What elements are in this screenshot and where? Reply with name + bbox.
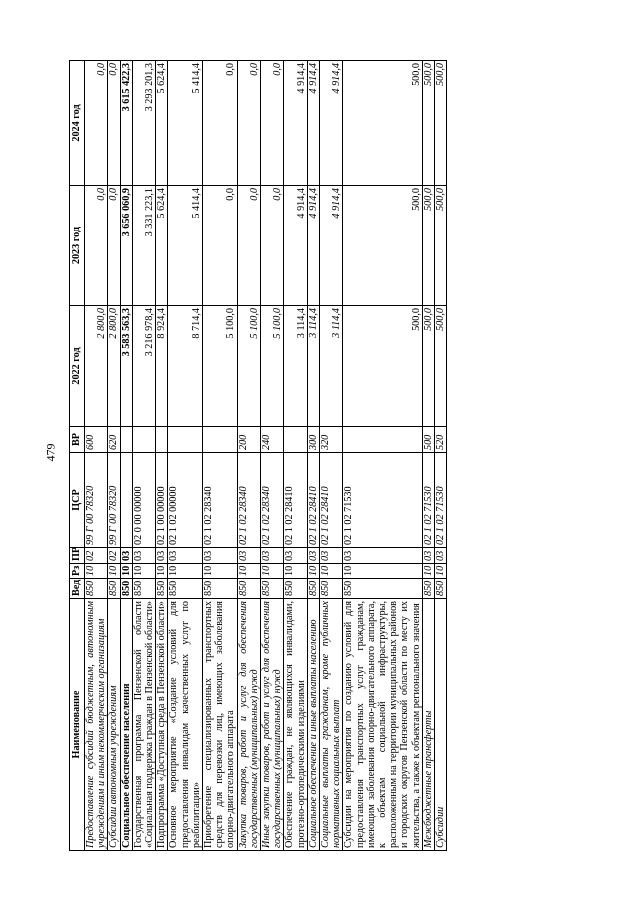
table-row [261,61,284,851]
table-header-row [70,61,85,851]
value-2023-cell: 0,0 [85,186,108,306]
rz-cell: 10 [108,564,120,579]
vr-cell [168,427,203,453]
value-2023-cell: 500,0 [435,186,447,306]
pr-cell: 03 [422,548,434,564]
table-row [307,61,319,851]
name-cell: Подпрограмма «Доступная среда в Пензенской области» [156,599,168,851]
vr-cell: 200 [237,427,260,453]
ved-cell: 850 [120,579,132,599]
value-2024-cell: 4 914,4 [284,61,307,186]
rz-cell: 10 [120,564,132,579]
value-2022-cell: 8 714,4 [168,306,203,427]
table-row [203,61,238,851]
name-cell: Основное мероприятие «Создание условий для предоставления инвалидам качественных услуг по реабилитации» [168,599,203,851]
csr-cell: 99 Г 00 78320 [85,453,108,548]
value-2024-cell: 0,0 [203,61,238,186]
value-2022-cell: 500,0 [422,306,434,427]
vr-cell [120,427,132,453]
value-2023-cell: 0,0 [203,186,238,306]
table-body [85,61,447,851]
pr-cell: 03 [284,548,307,564]
name-cell: Предоставление субсидий бюджетным, автономным учреждениям и иным некоммерческим организациям [85,599,108,851]
pr-cell: 03 [320,548,343,564]
value-2023-cell: 500,0 [343,186,422,306]
value-2022-cell: 3 216 978,4 [132,306,155,427]
value-2022-cell: 8 924,4 [156,306,168,427]
value-2023-cell: 4 914,4 [284,186,307,306]
vr-cell: 600 [85,427,108,453]
value-2024-cell: 500,0 [435,61,447,186]
vr-cell: 300 [307,427,319,453]
table-row [156,61,168,851]
header-pr: ПР [70,548,85,564]
pr-cell: 02 [108,548,120,564]
header-2024: 2024 год [70,61,85,186]
value-2024-cell: 4 914,4 [320,61,343,186]
csr-cell: 02 1 02 28340 [237,453,260,548]
table-row [284,61,307,851]
rz-cell: 10 [422,564,434,579]
value-2024-cell: 5 624,4 [156,61,168,186]
ved-cell: 850 [108,579,120,599]
value-2024-cell: 4 914,4 [307,61,319,186]
value-2024-cell: 0,0 [237,61,260,186]
value-2024-cell: 0,0 [108,61,120,186]
value-2024-cell: 3 615 422,3 [120,61,132,186]
csr-cell: 02 1 02 71530 [343,453,422,548]
pr-cell: 03 [237,548,260,564]
rz-cell: 10 [237,564,260,579]
pr-cell: 03 [132,548,155,564]
name-cell: Социальные выплаты гражданам, кроме публичных нормативных социальных выплат [320,599,343,851]
csr-cell: 02 1 02 28410 [320,453,343,548]
csr-cell: 02 1 02 28410 [307,453,319,548]
pr-cell: 03 [168,548,203,564]
ved-cell: 850 [156,579,168,599]
name-cell: Межбюджетные трансферты [422,599,434,851]
value-2023-cell: 5 624,4 [156,186,168,306]
value-2022-cell: 500,0 [435,306,447,427]
table-row [237,61,260,851]
table-row [343,61,422,851]
header-csr: ЦСР [70,453,85,548]
pr-cell: 03 [435,548,447,564]
csr-cell: 02 1 02 71530 [435,453,447,548]
csr-cell: 02 1 02 00000 [168,453,203,548]
vr-cell [132,427,155,453]
value-2023-cell: 3 331 223,1 [132,186,155,306]
rz-cell: 10 [132,564,155,579]
rotated-table-container [69,61,577,851]
ved-cell: 850 [284,579,307,599]
value-2022-cell: 5 100,0 [203,306,238,427]
table-row [85,61,108,851]
header-vr: ВР [70,427,85,453]
csr-cell: 99 Г 00 78320 [108,453,120,548]
header-rz: Рз [70,564,85,579]
value-2022-cell: 3 114,4 [307,306,319,427]
value-2022-cell: 3 114,4 [284,306,307,427]
pr-cell: 03 [203,548,238,564]
value-2022-cell: 2 800,0 [108,306,120,427]
name-cell: Иные закупки товаров, работ и услуг для обеспечения государственных (муниципальных) нужд [261,599,284,851]
name-cell: Социальное обеспечение и иные выплаты населению [307,599,319,851]
name-cell: Закупка товаров, работ и услуг для обеспечения государственных (муниципальных) нужд [237,599,260,851]
pr-cell: 02 [85,548,108,564]
rz-cell: 10 [261,564,284,579]
rz-cell: 10 [284,564,307,579]
ved-cell: 850 [261,579,284,599]
value-2022-cell: 5 100,0 [261,306,284,427]
value-2023-cell: 4 914,4 [320,186,343,306]
ved-cell: 850 [307,579,319,599]
ved-cell: 850 [320,579,343,599]
csr-cell: 02 1 00 00000 [156,453,168,548]
table-row [422,61,434,851]
vr-cell [343,427,422,453]
value-2023-cell: 500,0 [422,186,434,306]
csr-cell: 02 1 02 71530 [422,453,434,548]
vr-cell: 500 [422,427,434,453]
value-2022-cell: 2 800,0 [85,306,108,427]
value-2022-cell: 5 100,0 [237,306,260,427]
vr-cell: 320 [320,427,343,453]
table-row [168,61,203,851]
value-2023-cell: 3 656 060,9 [120,186,132,306]
rz-cell: 10 [203,564,238,579]
vr-cell [203,427,238,453]
value-2024-cell: 0,0 [85,61,108,186]
table-row [120,61,132,851]
value-2022-cell: 3 114,4 [320,306,343,427]
name-cell: Обеспечение граждан, не являющихся инвалидами, протезно-ортопедическими изделиями [284,599,307,851]
name-cell: Субсидии на мероприятия по созданию условий для предоставления транспортных услуг гражданам, имеющим заболевания опорно-двигательного аппарата, к объектам социальной инфраструктуры, расположенным на территории муниципальных районов и городских округов Пензенской области по месту их жительства, а также к объектам регионального значения [343,599,422,851]
ved-cell: 850 [435,579,447,599]
value-2023-cell: 4 914,4 [307,186,319,306]
rz-cell: 10 [85,564,108,579]
pr-cell: 03 [343,548,422,564]
csr-cell: 02 0 00 00000 [132,453,155,548]
value-2023-cell: 0,0 [261,186,284,306]
ved-cell: 850 [85,579,108,599]
name-cell: Государственная программа Пензенской области «Социальная поддержка граждан в Пензенской области» [132,599,155,851]
name-cell: Субсидии [435,599,447,851]
table-row [435,61,447,851]
vr-cell: 520 [435,427,447,453]
pr-cell: 03 [156,548,168,564]
page-number: 479 [43,443,58,462]
rz-cell: 10 [307,564,319,579]
value-2022-cell: 500,0 [343,306,422,427]
value-2023-cell: 0,0 [108,186,120,306]
ved-cell: 850 [203,579,238,599]
header-name: Наименование [70,599,85,851]
value-2024-cell: 5 414,4 [168,61,203,186]
value-2023-cell: 0,0 [237,186,260,306]
ved-cell: 850 [132,579,155,599]
budget-table [69,60,447,851]
vr-cell: 620 [108,427,120,453]
value-2024-cell: 0,0 [261,61,284,186]
ved-cell: 850 [422,579,434,599]
ved-cell: 850 [343,579,422,599]
pr-cell: 03 [261,548,284,564]
pr-cell: 03 [307,548,319,564]
vr-cell [156,427,168,453]
rz-cell: 10 [320,564,343,579]
csr-cell: 02 1 02 28340 [261,453,284,548]
csr-cell [120,453,132,548]
value-2024-cell: 3 293 201,3 [132,61,155,186]
value-2023-cell: 5 414,4 [168,186,203,306]
name-cell: Приобретение специализированных транспортных средств для перевозки лиц, имеющих заболевания опорно-двигательного аппарата [203,599,238,851]
value-2024-cell: 500,0 [422,61,434,186]
rz-cell: 10 [156,564,168,579]
name-cell: Субсидии автономным учреждениям [108,599,120,851]
rz-cell: 10 [168,564,203,579]
header-2023: 2023 год [70,186,85,306]
rz-cell: 10 [435,564,447,579]
table-row [132,61,155,851]
csr-cell: 02 1 02 28340 [203,453,238,548]
ved-cell: 850 [168,579,203,599]
value-2022-cell: 3 583 563,3 [120,306,132,427]
vr-cell [284,427,307,453]
table-row [108,61,120,851]
table-row [320,61,343,851]
value-2024-cell: 500,0 [343,61,422,186]
ved-cell: 850 [237,579,260,599]
pr-cell: 03 [120,548,132,564]
csr-cell: 02 1 02 28410 [284,453,307,548]
vr-cell: 240 [261,427,284,453]
header-2022: 2022 год [70,306,85,427]
header-ved: Вед [70,579,85,599]
rz-cell: 10 [343,564,422,579]
name-cell: Социальное обеспечение населения [120,599,132,851]
